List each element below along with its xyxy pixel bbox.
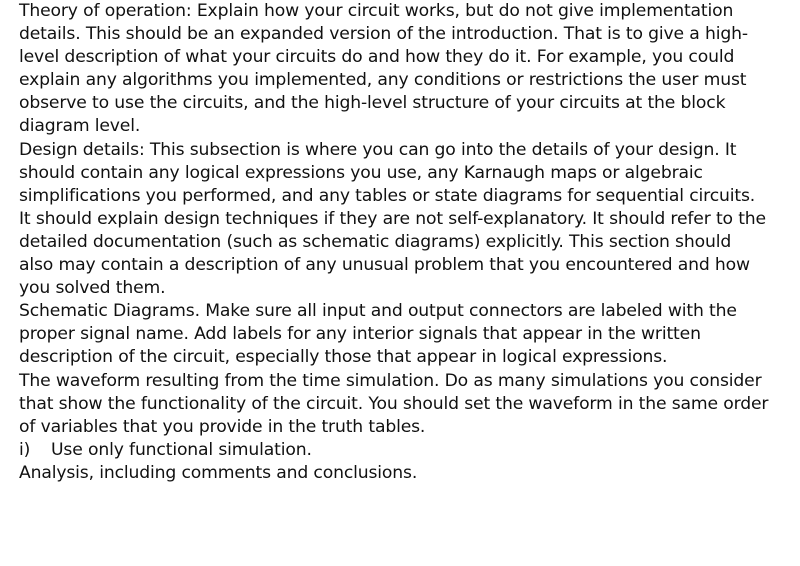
analysis-line: Analysis, including comments and conclusions. [19, 462, 418, 483]
list-item-text: The waveform resulting from the time simulation. Do as many simulations you consider that show the functionality of the circuit. You should set the waveform in the same order of variables that you provide in the truth tables. [19, 370, 769, 437]
list-item-text: Theory of operation: Explain how your circuit works, but do not give implementation details. This should be an expanded version of the introduction. That is to give a high-level description of what your circuits do and how they do it. For example, you could explain any algorithms you implemented, any conditions or restrictions the user must observe to use the circuits, and the high-level structure of your circuits at the block diagram level. [19, 1, 748, 137]
sub-list-item-functional-simulation [0, 439, 800, 462]
list-bullet [0, 139, 2, 162]
list-bullet [0, 0, 2, 23]
list-item-design-details [0, 139, 800, 301]
sub-list-item-text: Use only functional simulation. [51, 439, 312, 460]
list-item-text: Design details: This subsection is where you can go into the details of your design. It should contain any logical expressions you use, any Karnaugh maps or algebraic simplifications you performed, and any tables or state diagrams for sequential circuits. It should explain design techniques if they are not self-explanatory. It should refer to the detailed documentation (such as schematic diagrams) explicitly. This section should also may contain a description of any unusual problem that you encountered and how you solved them. [19, 139, 766, 299]
list-item-schematic-diagrams [0, 300, 800, 369]
list-bullet [0, 370, 2, 393]
sub-list-marker: i) [19, 439, 31, 460]
list-item-theory-of-operation [0, 0, 800, 139]
list-item-waveform [0, 370, 800, 439]
list-item-text: Schematic Diagrams. Make sure all input and output connectors are labeled with the proper signal name. Add labels for any interior signals that appear in the written description of the circuit, especially those that appear in logical expressions. [19, 301, 737, 368]
list-bullet [0, 300, 2, 323]
